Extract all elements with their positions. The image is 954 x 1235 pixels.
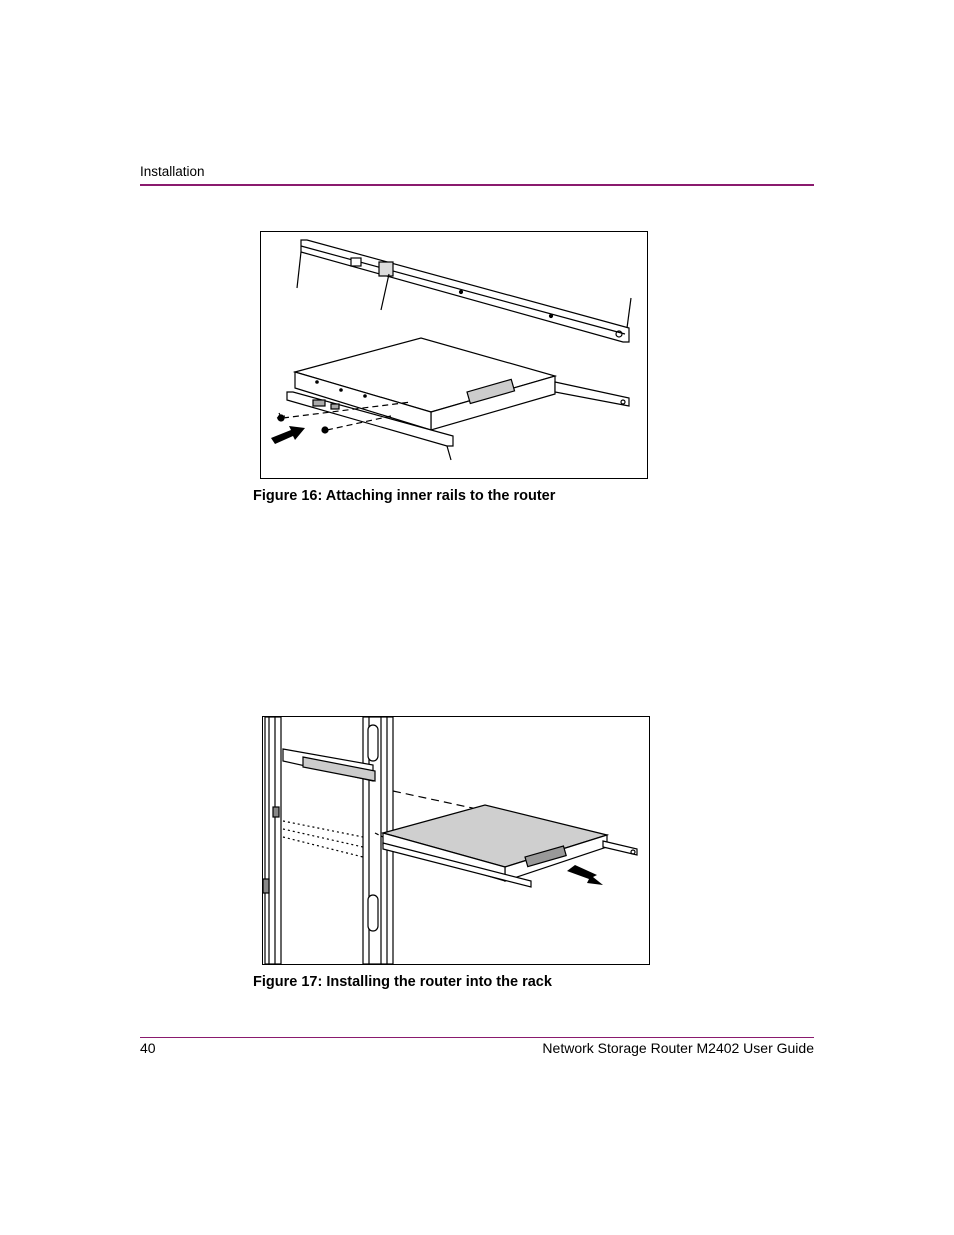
header-rule <box>140 184 814 186</box>
figure-17-caption: Figure 17: Installing the router into the rack <box>253 974 552 990</box>
footer-rule <box>140 1037 814 1038</box>
figure-16-caption: Figure 16: Attaching inner rails to the router <box>253 488 556 504</box>
page-number: 40 <box>140 1040 156 1056</box>
figure-16-illustration <box>260 231 648 479</box>
inner-rails-drawing <box>261 232 647 478</box>
insert-arrow <box>271 426 305 444</box>
guide-title: Network Storage Router M2402 User Guide <box>542 1040 814 1056</box>
rack-install-drawing <box>263 717 649 964</box>
running-header: Installation <box>140 164 205 179</box>
left-rack-post <box>265 717 281 964</box>
push-arrow <box>567 865 603 885</box>
figure-17-illustration <box>262 716 650 965</box>
